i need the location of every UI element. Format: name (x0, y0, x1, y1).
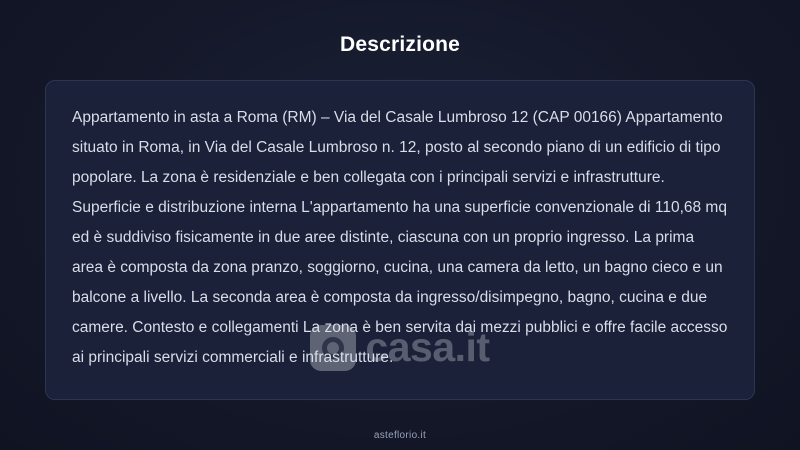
watermark-brand-suffix: .it (454, 324, 490, 370)
footer-source: asteflorio.it (373, 430, 427, 441)
description-text: Appartamento in asta a Roma (RM) – Via del Casale Lumbroso 12 (CAP 00166) Appartamento situato in Roma, in Via del Casale Lumbroso n. 12, posto al secondo piano di un edificio di tipo popolare. La zona è residenziale e ben collegata con i principali servizi e infrastrutture. Superficie e distribuzione interna L'appartamento ha una superficie convenzionale di 110,68 mq ed è suddiviso fisicamente in due aree distinte, ciascuna con un proprio ingresso. La prima area è composta da zona pranzo, soggiorno, cucina, una camera da letto, un bagno cieco e un balcone a livello. La seconda area è composta da ingresso/disimpegno, bagno, cucina e due camere. Contesto e collegamenti La zona è ben servita dai mezzi pubblici e offre facile accesso ai principali servizi commerciali e infrastrutture. (72, 109, 732, 366)
page-title: Descrizione (339, 33, 461, 56)
watermark-brand-name: casa (365, 324, 455, 370)
description-card (45, 80, 755, 400)
